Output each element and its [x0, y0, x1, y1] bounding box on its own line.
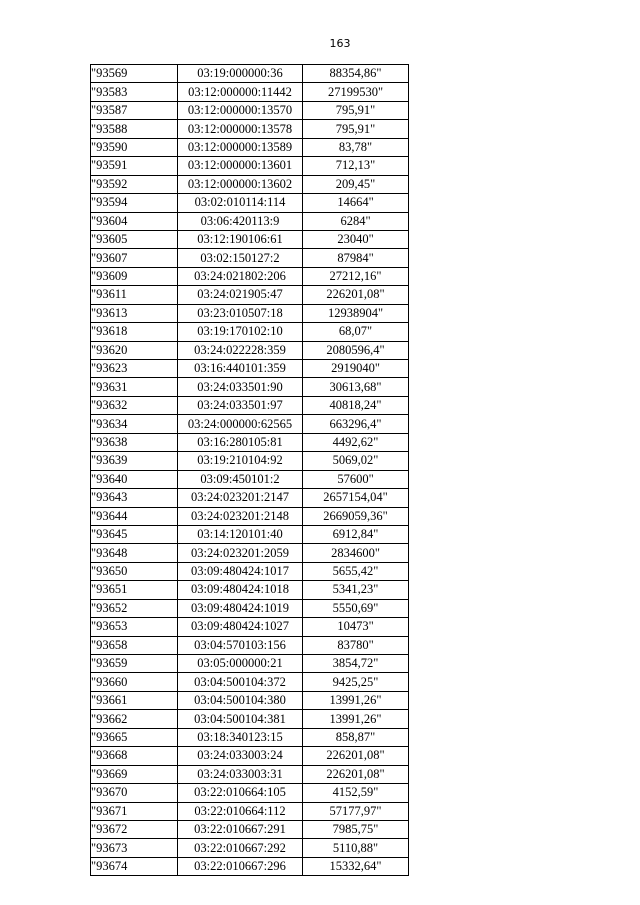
table-row: [91, 194, 409, 212]
cadastral-number-cell: 03:02:010114:114: [178, 194, 303, 212]
value-cell: 663296,4": [303, 415, 409, 433]
table-row: [91, 138, 409, 156]
value-cell: 6284": [303, 212, 409, 230]
value-cell: 83780": [303, 636, 409, 654]
record-number-cell: "93623: [91, 360, 178, 378]
table-body: [91, 65, 409, 876]
table-row: [91, 433, 409, 451]
record-number-cell: "93607: [91, 249, 178, 267]
record-number-cell: "93632: [91, 396, 178, 414]
record-number-cell: "93613: [91, 304, 178, 322]
record-number-cell: "93644: [91, 507, 178, 525]
record-number-cell: "93669: [91, 765, 178, 783]
cadastral-number-cell: 03:14:120101:40: [178, 525, 303, 543]
cadastral-number-cell: 03:22:010667:292: [178, 839, 303, 857]
cadastral-number-cell: 03:12:000000:13602: [178, 175, 303, 193]
value-cell: 3854,72": [303, 655, 409, 673]
cadastral-number-cell: 03:24:023201:2147: [178, 489, 303, 507]
table-row: [91, 710, 409, 728]
value-cell: 7985,75": [303, 820, 409, 838]
table-row: [91, 802, 409, 820]
cadastral-number-cell: 03:06:420113:9: [178, 212, 303, 230]
cadastral-number-cell: 03:24:023201:2059: [178, 544, 303, 562]
value-cell: 2834600": [303, 544, 409, 562]
table-row: [91, 83, 409, 101]
table-row: [91, 304, 409, 322]
record-number-cell: "93638: [91, 433, 178, 451]
table-row: [91, 747, 409, 765]
record-number-cell: "93590: [91, 138, 178, 156]
cadastral-number-cell: 03:24:021905:47: [178, 286, 303, 304]
cadastral-number-cell: 03:19:170102:10: [178, 323, 303, 341]
cadastral-number-cell: 03:16:280105:81: [178, 433, 303, 451]
record-number-cell: "93592: [91, 175, 178, 193]
value-cell: 6912,84": [303, 525, 409, 543]
table-row: [91, 286, 409, 304]
value-cell: 27212,16": [303, 267, 409, 285]
record-number-cell: "93658: [91, 636, 178, 654]
table-row: [91, 655, 409, 673]
cadastral-number-cell: 03:12:000000:13570: [178, 101, 303, 119]
cadastral-number-cell: 03:18:340123:15: [178, 728, 303, 746]
table-row: [91, 120, 409, 138]
table-row: [91, 360, 409, 378]
record-number-cell: "93653: [91, 618, 178, 636]
value-cell: 57600": [303, 470, 409, 488]
record-number-cell: "93634: [91, 415, 178, 433]
record-number-cell: "93605: [91, 230, 178, 248]
cadastral-number-cell: 03:24:000000:62565: [178, 415, 303, 433]
record-number-cell: "93648: [91, 544, 178, 562]
value-cell: 858,87": [303, 728, 409, 746]
record-number-cell: "93668: [91, 747, 178, 765]
table-row: [91, 452, 409, 470]
table-row: [91, 267, 409, 285]
record-number-cell: "93665: [91, 728, 178, 746]
table-row: [91, 857, 409, 875]
table-row: [91, 636, 409, 654]
cadastral-number-cell: 03:24:033501:97: [178, 396, 303, 414]
value-cell: 12938904": [303, 304, 409, 322]
record-number-cell: "93643: [91, 489, 178, 507]
cadastral-number-cell: 03:09:450101:2: [178, 470, 303, 488]
table-row: [91, 728, 409, 746]
record-number-cell: "93661: [91, 691, 178, 709]
cadastral-number-cell: 03:09:480424:1019: [178, 599, 303, 617]
value-cell: 87984": [303, 249, 409, 267]
table-row: [91, 212, 409, 230]
record-number-cell: "93671: [91, 802, 178, 820]
record-number-cell: "93631: [91, 378, 178, 396]
cadastral-number-cell: 03:22:010664:112: [178, 802, 303, 820]
cadastral-number-cell: 03:22:010667:296: [178, 857, 303, 875]
value-cell: 83,78": [303, 138, 409, 156]
value-cell: 23040": [303, 230, 409, 248]
table-row: [91, 230, 409, 248]
value-cell: 209,45": [303, 175, 409, 193]
cadastral-number-cell: 03:24:022228:359: [178, 341, 303, 359]
cadastral-number-cell: 03:22:010667:291: [178, 820, 303, 838]
data-table: [90, 64, 409, 876]
table-row: [91, 101, 409, 119]
table-row: [91, 470, 409, 488]
value-cell: 5069,02": [303, 452, 409, 470]
cadastral-number-cell: 03:04:500104:372: [178, 673, 303, 691]
value-cell: 27199530": [303, 83, 409, 101]
record-number-cell: "93640: [91, 470, 178, 488]
record-number-cell: "93588: [91, 120, 178, 138]
value-cell: 795,91": [303, 101, 409, 119]
cadastral-number-cell: 03:19:210104:92: [178, 452, 303, 470]
cadastral-number-cell: 03:05:000000:21: [178, 655, 303, 673]
record-number-cell: "93569: [91, 65, 178, 83]
cadastral-number-cell: 03:09:480424:1018: [178, 581, 303, 599]
cadastral-number-cell: 03:12:000000:13589: [178, 138, 303, 156]
value-cell: 226201,08": [303, 747, 409, 765]
table-row: [91, 673, 409, 691]
record-number-cell: "93618: [91, 323, 178, 341]
table-row: [91, 396, 409, 414]
cadastral-number-cell: 03:09:480424:1017: [178, 562, 303, 580]
value-cell: 712,13": [303, 157, 409, 175]
value-cell: 68,07": [303, 323, 409, 341]
cadastral-number-cell: 03:24:033003:31: [178, 765, 303, 783]
value-cell: 5550,69": [303, 599, 409, 617]
record-number-cell: "93594: [91, 194, 178, 212]
table-row: [91, 765, 409, 783]
value-cell: 40818,24": [303, 396, 409, 414]
value-cell: 5655,42": [303, 562, 409, 580]
table-row: [91, 65, 409, 83]
table-row: [91, 820, 409, 838]
cadastral-number-cell: 03:24:033501:90: [178, 378, 303, 396]
cadastral-number-cell: 03:24:021802:206: [178, 267, 303, 285]
record-number-cell: "93674: [91, 857, 178, 875]
value-cell: 13991,26": [303, 691, 409, 709]
cadastral-number-cell: 03:19:000000:36: [178, 65, 303, 83]
table-row: [91, 378, 409, 396]
record-number-cell: "93659: [91, 655, 178, 673]
table-row: [91, 489, 409, 507]
cadastral-number-cell: 03:12:190106:61: [178, 230, 303, 248]
table-row: [91, 507, 409, 525]
record-number-cell: "93645: [91, 525, 178, 543]
table-row: [91, 599, 409, 617]
table-row: [91, 525, 409, 543]
record-number-cell: "93652: [91, 599, 178, 617]
cadastral-number-cell: 03:02:150127:2: [178, 249, 303, 267]
value-cell: 226201,08": [303, 286, 409, 304]
record-number-cell: "93639: [91, 452, 178, 470]
value-cell: 2080596,4": [303, 341, 409, 359]
cadastral-number-cell: 03:23:010507:18: [178, 304, 303, 322]
value-cell: 795,91": [303, 120, 409, 138]
cadastral-number-cell: 03:04:570103:156: [178, 636, 303, 654]
cadastral-number-cell: 03:04:500104:381: [178, 710, 303, 728]
cadastral-number-cell: 03:22:010664:105: [178, 784, 303, 802]
cadastral-number-cell: 03:04:500104:380: [178, 691, 303, 709]
record-number-cell: "93662: [91, 710, 178, 728]
record-number-cell: "93620: [91, 341, 178, 359]
record-number-cell: "93651: [91, 581, 178, 599]
cadastral-number-cell: 03:12:000000:13601: [178, 157, 303, 175]
value-cell: 4492,62": [303, 433, 409, 451]
table-row: [91, 562, 409, 580]
value-cell: 2669059,36": [303, 507, 409, 525]
value-cell: 15332,64": [303, 857, 409, 875]
table-row: [91, 157, 409, 175]
record-number-cell: "93672: [91, 820, 178, 838]
value-cell: 14664": [303, 194, 409, 212]
record-number-cell: "93670: [91, 784, 178, 802]
record-number-cell: "93587: [91, 101, 178, 119]
cadastral-number-cell: 03:24:023201:2148: [178, 507, 303, 525]
cadastral-number-cell: 03:12:000000:13578: [178, 120, 303, 138]
value-cell: 4152,59": [303, 784, 409, 802]
table-row: [91, 784, 409, 802]
table-row: [91, 691, 409, 709]
table-row: [91, 175, 409, 193]
value-cell: 5110,88": [303, 839, 409, 857]
value-cell: 9425,25": [303, 673, 409, 691]
cadastral-number-cell: 03:12:000000:11442: [178, 83, 303, 101]
table-row: [91, 323, 409, 341]
table-row: [91, 581, 409, 599]
table-row: [91, 341, 409, 359]
value-cell: 57177,97": [303, 802, 409, 820]
value-cell: 88354,86": [303, 65, 409, 83]
value-cell: 2657154,04": [303, 489, 409, 507]
value-cell: 10473": [303, 618, 409, 636]
record-number-cell: "93583: [91, 83, 178, 101]
table-row: [91, 249, 409, 267]
record-number-cell: "93650: [91, 562, 178, 580]
record-number-cell: "93609: [91, 267, 178, 285]
table-row: [91, 544, 409, 562]
value-cell: 5341,23": [303, 581, 409, 599]
record-number-cell: "93673: [91, 839, 178, 857]
table-row: [91, 839, 409, 857]
value-cell: 2919040": [303, 360, 409, 378]
table-row: [91, 618, 409, 636]
record-number-cell: "93591: [91, 157, 178, 175]
cadastral-number-cell: 03:16:440101:359: [178, 360, 303, 378]
record-number-cell: "93604: [91, 212, 178, 230]
value-cell: 13991,26": [303, 710, 409, 728]
record-number-cell: "93611: [91, 286, 178, 304]
cadastral-number-cell: 03:24:033003:24: [178, 747, 303, 765]
page-number: 163: [329, 37, 351, 50]
record-number-cell: "93660: [91, 673, 178, 691]
cadastral-number-cell: 03:09:480424:1027: [178, 618, 303, 636]
value-cell: 30613,68": [303, 378, 409, 396]
value-cell: 226201,08": [303, 765, 409, 783]
table-row: [91, 415, 409, 433]
